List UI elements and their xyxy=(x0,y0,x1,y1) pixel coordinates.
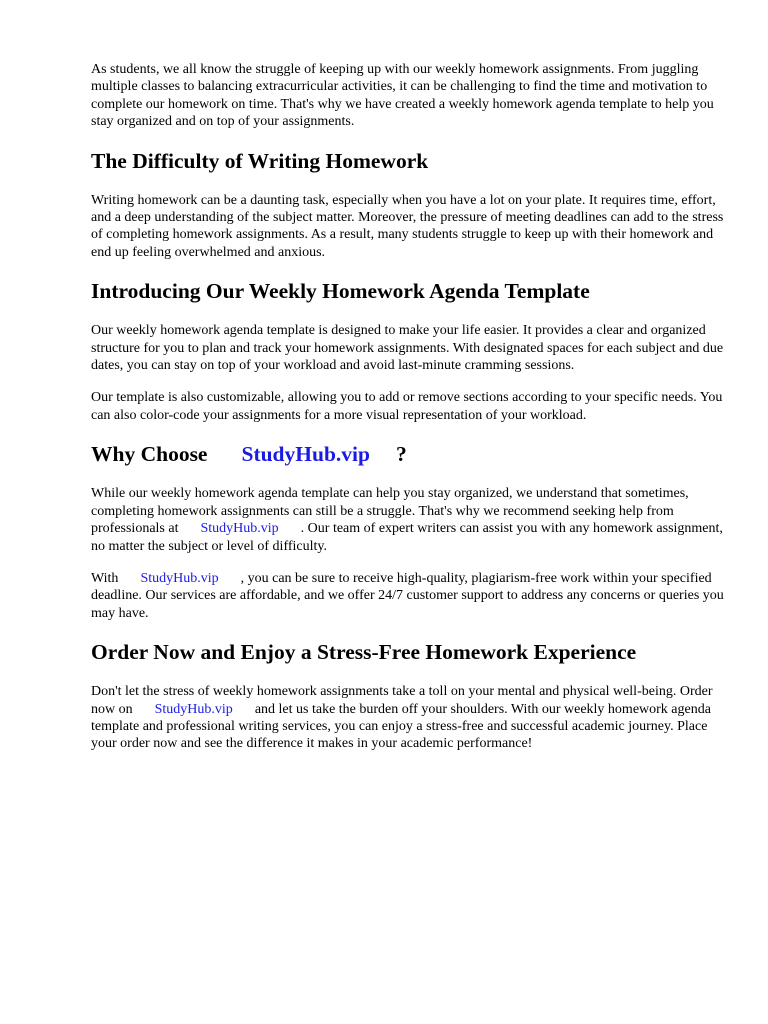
heading-studyhub-link[interactable]: StudyHub.vip xyxy=(241,442,370,467)
intro-paragraph: As students, we all know the struggle of keeping up with our weekly homework assignments. From juggling multiple classes to balancing extracurricular activities, it can be challenging to find the time and motivation to complete our homework on time. That's why we have created a weekly homework agenda template to help you stay organized and on top of your assignments. xyxy=(91,62,714,130)
document-page xyxy=(91,61,731,753)
section-heading-difficulty: The Difficulty of Writing Homework xyxy=(91,148,429,173)
why-choose-prefix: Why Choose xyxy=(91,442,208,467)
section-heading-order-now: Order Now and Enjoy a Stress-Free Homework Experience xyxy=(91,640,637,665)
why-choose-p2-text-after: , you can be sure to receive high-quality, plagiarism-free work within your specified deadline. Our services are affordable, and we offer 24/7 customer support to address any concerns or queries you may have. xyxy=(91,570,724,621)
section-heading-template: Introducing Our Weekly Homework Agenda Template xyxy=(91,279,590,304)
why-choose-p1-text-after: . Our team of expert writers can assist you with any homework assignment, no matter the subject or level of difficulty. xyxy=(91,521,723,554)
template-paragraph-2: Our template is also customizable, allowing you to add or remove sections according to your specific needs. You can also color-code your assignments for a more visual representation of your workload. xyxy=(91,390,723,423)
why-choose-p2-text-before: With xyxy=(91,570,119,586)
why-choose-paragraph-1 xyxy=(91,485,731,555)
section-heading-why-choose xyxy=(91,441,731,467)
studyhub-link-3[interactable]: StudyHub.vip xyxy=(154,701,233,717)
studyhub-link-2[interactable]: StudyHub.vip xyxy=(140,570,219,586)
order-now-text-after: and let us take the burden off your shoulders. With our weekly homework agenda template and professional writing services, you can enjoy a stress-free and successful academic journey. Place your order now and see the difference it makes in your academic performance! xyxy=(91,701,711,752)
template-paragraph-1: Our weekly homework agenda template is designed to make your life easier. It provides a clear and organized structure for you to plan and track your homework assignments. With designated spaces for each subject and due dates, you can stay on top of your workload and avoid last-minute cramming sessions. xyxy=(91,323,724,374)
why-choose-paragraph-2 xyxy=(91,570,731,622)
order-now-text-before: Don't let the stress of weekly homework assignments take a toll on your mental and physical well-being. Order now on xyxy=(91,684,713,717)
why-choose-suffix: ? xyxy=(395,442,407,467)
why-choose-p1-text-before: While our weekly homework agenda template can help you stay organized, we understand that sometimes, completing homework assignments can still be a struggle. That's why we recommend seeking help from professionals at xyxy=(91,486,689,537)
studyhub-link-1[interactable]: StudyHub.vip xyxy=(200,521,279,537)
difficulty-paragraph: Writing homework can be a daunting task, especially when you have a lot on your plate. It requires time, effort, and a deep understanding of the subject matter. Moreover, the pressure of meeting deadlines can add to the stress of completing homework assignments. As a result, many students struggle to keep up with their homework and end up feeling overwhelmed and anxious. xyxy=(91,192,724,260)
order-now-paragraph xyxy=(91,683,731,753)
